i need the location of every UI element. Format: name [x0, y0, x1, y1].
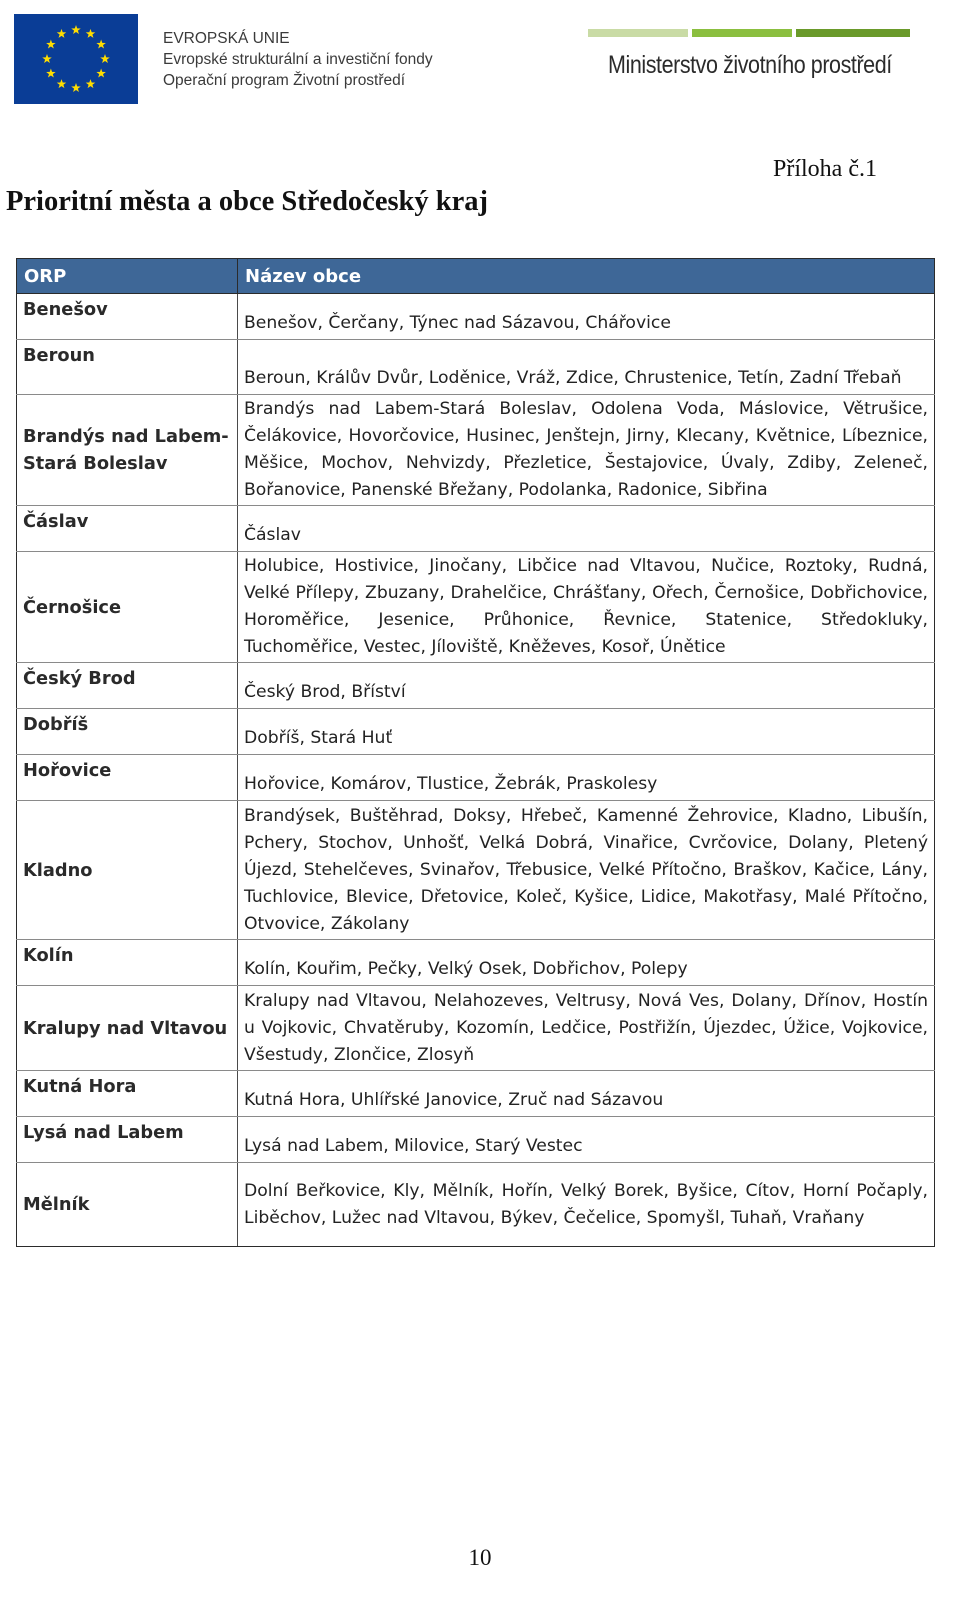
eu-line-1: EVROPSKÁ UNIE [163, 30, 290, 47]
towns-cell: Dobříš, Stará Huť [238, 709, 935, 755]
orp-cell: Kralupy nad Vltavou [17, 986, 238, 1071]
orp-cell: Černošice [17, 552, 238, 663]
orp-cell: Kolín [17, 940, 238, 986]
eu-star-icon [46, 40, 56, 49]
orp-cell: Hořovice [17, 755, 238, 801]
orp-cell: Dobříš [17, 709, 238, 755]
table-header-row [17, 259, 935, 294]
table-row [17, 294, 935, 340]
table-body [17, 294, 935, 1247]
table-row [17, 986, 935, 1071]
eu-line-3: Operační program Životní prostředí [163, 72, 406, 89]
orp-cell: Benešov [17, 294, 238, 340]
towns-cell: Lysá nad Labem, Milovice, Starý Vestec [238, 1117, 935, 1163]
towns-cell: Čáslav [238, 506, 935, 552]
eu-star-icon [71, 83, 81, 92]
orp-cell: Brandýs nad Labem-Stará Boleslav [17, 395, 238, 506]
eu-star-icon [42, 54, 52, 63]
table-row [17, 1071, 935, 1117]
page-number: 10 [468, 1545, 492, 1570]
table-row [17, 1117, 935, 1163]
eu-star-icon [57, 29, 67, 38]
ministry-color-bars [588, 29, 910, 37]
table-row [17, 552, 935, 663]
table-row [17, 940, 935, 986]
municipalities-table [16, 258, 935, 1247]
table-row [17, 663, 935, 709]
table-row [17, 395, 935, 506]
orp-cell: Český Brod [17, 663, 238, 709]
towns-cell: Kutná Hora, Uhlířské Janovice, Zruč nad Sázavou [238, 1071, 935, 1117]
table-row [17, 340, 935, 395]
eu-star-icon [46, 69, 56, 78]
table-row [17, 506, 935, 552]
table-row [17, 801, 935, 940]
eu-star-icon [96, 40, 106, 49]
municipalities-table-wrapper [16, 258, 934, 1247]
eu-star-icon [86, 29, 96, 38]
column-header-town-name: Název obce [238, 259, 935, 294]
table-row [17, 1163, 935, 1247]
towns-cell: Brandýs nad Labem-Stará Boleslav, Odolena Voda, Máslovice, Větrušice, Čelákovice, Hovorčovice, Husinec, Jenštejn, Jirny, Klecany, Květnice, Líbeznice, Měšice, Mochov, Nehvizdy, Přezletice, Šestajovice, Úvaly, Zdiby, Zeleneč, Bořanovice, Panenské Břežany, Podolanka, Radonice, Sibřina [238, 395, 935, 506]
towns-cell: Beroun, Králův Dvůr, Loděnice, Vráž, Zdice, Chrustenice, Tetín, Zadní Třebaň [238, 340, 935, 395]
page-title: Prioritní města a obce Středočeský kraj [6, 186, 489, 217]
orp-cell: Lysá nad Labem [17, 1117, 238, 1163]
orp-cell: Čáslav [17, 506, 238, 552]
towns-cell: Holubice, Hostivice, Jinočany, Libčice nad Vltavou, Nučice, Roztoky, Rudná, Velké Přílepy, Zbuzany, Drahelčice, Chrášťany, Ořech, Černošice, Dobřichovice, Horoměřice, Jesenice, Průhonice, Řevnice, Statenice, Středokluky, Tuchoměřice, Vestec, Jíloviště, Kněževes, Kosoř, Únětice [238, 552, 935, 663]
towns-cell: Český Brod, Bříství [238, 663, 935, 709]
towns-cell: Hořovice, Komárov, Tlustice, Žebrák, Praskolesy [238, 755, 935, 801]
towns-cell: Brandýsek, Buštěhrad, Doksy, Hřebeč, Kamenné Žehrovice, Kladno, Libušín, Pchery, Stochov, Unhošť, Velká Dobrá, Vinařice, Cvrčovice, Dolany, Pletený Újezd, Stehelčeves, Svinařov, Třebusice, Velké Přítočno, Braškov, Kačice, Lány, Tuchlovice, Blevice, Dřetovice, Koleč, Kyšice, Lidice, Makotřasy, Malé Přítočno, Otvovice, Zákolany [238, 801, 935, 940]
table-row [17, 709, 935, 755]
orp-cell: Mělník [17, 1163, 238, 1247]
eu-program-text [163, 28, 433, 91]
orp-cell: Beroun [17, 340, 238, 395]
column-header-orp: ORP [17, 259, 238, 294]
orp-cell: Kladno [17, 801, 238, 940]
eu-star-icon [71, 25, 81, 34]
towns-cell: Benešov, Čerčany, Týnec nad Sázavou, Chářovice [238, 294, 935, 340]
towns-cell: Kralupy nad Vltavou, Nelahozeves, Veltrusy, Nová Ves, Dolany, Dřínov, Hostín u Vojkovic, Chvatěruby, Kozomín, Ledčice, Postřižín, Újezdec, Úžice, Vojkovice, Všestudy, Zlončice, Zlosyň [238, 986, 935, 1071]
eu-star-icon [100, 54, 110, 63]
eu-line-2: Evropské strukturální a investiční fondy [163, 51, 433, 68]
towns-cell: Kolín, Kouřim, Pečky, Velký Osek, Dobřichov, Polepy [238, 940, 935, 986]
orp-cell: Kutná Hora [17, 1071, 238, 1117]
ministry-logo [588, 29, 910, 89]
eu-star-icon [86, 79, 96, 88]
towns-cell: Dolní Beřkovice, Kly, Mělník, Hořín, Velký Borek, Byšice, Cítov, Horní Počaply, Liběchov, Lužec nad Vltavou, Býkev, Čečelice, Spomyšl, Tuhaň, Vraňany [238, 1163, 935, 1247]
table-row [17, 755, 935, 801]
annex-label: Příloha č.1 [773, 156, 877, 182]
eu-star-icon [96, 69, 106, 78]
eu-flag-logo [14, 14, 138, 104]
eu-star-icon [57, 79, 67, 88]
ministry-name: Ministerstvo životního prostředí [608, 51, 892, 79]
